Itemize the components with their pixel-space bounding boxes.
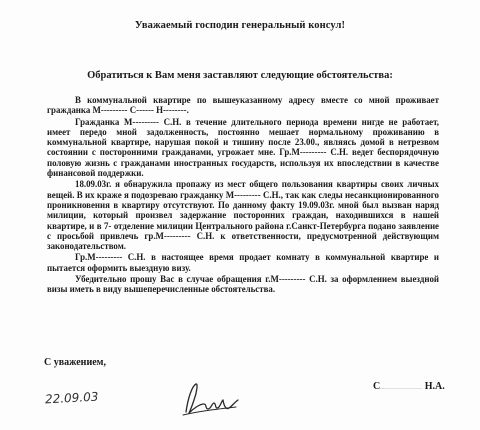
letter-subheading: Обратиться к Вам меня заставляют следующие обстоятельства: — [87, 70, 393, 81]
paragraph-5: Убедительно прошу Вас в случае обращения г.М--------- С.Н. за оформлением выездной визы иметь в виду вышеперечисленные обстоятельства. — [47, 274, 439, 295]
paragraph-3: 18.09.03г. я обнаружила пропажу из мест общего пользования квартиры своих личных вещей. В их краже я подозреваю гражданку М--------- С.Н., так как следы несанкционированного проникновения в квартиру отсутствуют. По данному факту 19.09.03г. мной был вызван наряд милиции, который произвел задержание посторонних граждан, находившихся в нашей квартире, и в 7- отделение милиции Центрального района г.Санкт-Петербурга подано заявление с просьбой привлечь гр.М--------- С.Н. к ответственности, предусмотренной действующим законодательством. — [47, 179, 439, 252]
handwritten-date: 22.09.03 — [44, 389, 99, 407]
paragraph-2: Гражданка М--------- С.Н. в течение длительного периода времени нигде не работает, имеет передо мной задолженность, постоянно мешает нормальному проживанию в коммунальной квартире, нарушая покой и тишину после 23.00., являясь домой в нетрезвом состоянии с посторонними гражданами, угрожает мне. Гр.М--------- С.Н. ведет беспорядочную половую жизнь с гражданами иностранных государств, используя их впоследствии в качестве финансовой поддержки. — [47, 116, 439, 179]
closing-line: С уважением, — [44, 357, 106, 368]
letter-heading: Уважаемый господин генеральный консул! — [134, 20, 346, 31]
paragraph-1: В коммунальной квартире по вышеуказанному адресу вместе со мной проживает гражданка М--------- С------ Н--------. — [47, 95, 439, 116]
paragraph-4: Гр.М--------- С.Н. в настоящее время продает комнату в коммунальной квартире и пытается оформить выездную визу. — [47, 252, 439, 273]
letter-body — [47, 95, 439, 295]
signer-name — [373, 380, 445, 392]
signer-initials: Н.А. — [424, 381, 445, 392]
redacted-surname — [380, 380, 422, 389]
handwritten-signature — [180, 378, 242, 418]
signer-prefix: С — [373, 381, 381, 392]
